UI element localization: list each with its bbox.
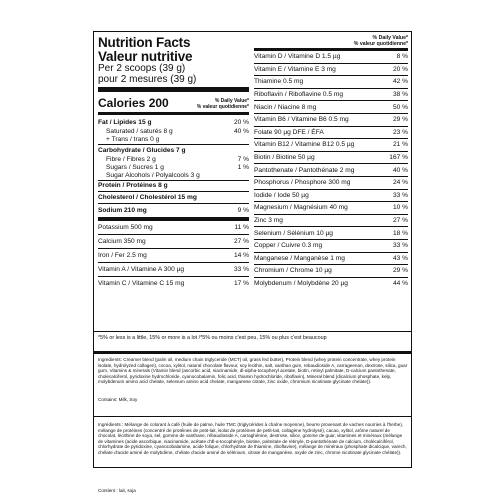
nutrient-dv: 27 % xyxy=(233,237,249,245)
nutrient-dv: 9 % xyxy=(237,206,249,214)
vitamin-row xyxy=(254,76,408,89)
dv-label-fr: % valeur quotidienne* xyxy=(196,103,249,110)
nutrient-row xyxy=(98,156,249,164)
nutrition-facts-panel xyxy=(93,31,412,493)
vitamin-row xyxy=(254,89,408,102)
nutrient-label: Vitamin C / Vitamine C 15 mg xyxy=(98,279,185,287)
vitamin-dv: 40 % xyxy=(392,166,408,174)
vitamin-dv: 8 % xyxy=(396,53,408,61)
vitamin-row xyxy=(254,127,408,140)
vitamin-label: Copper / Cuivre 0.3 mg xyxy=(254,242,323,250)
vitamin-dv: 33 % xyxy=(392,191,408,199)
vitamin-dv: 27 % xyxy=(392,217,408,225)
nutrient-label: Cholesterol / Cholestérol 15 mg xyxy=(98,193,197,201)
calories-label: Calories 200 xyxy=(98,96,169,110)
nutrient-row xyxy=(98,217,249,234)
nutrient-label: Iron / Fer 2.5 mg xyxy=(98,251,147,259)
vitamin-row xyxy=(254,240,408,253)
nutrient-label: Calcium 350 mg xyxy=(98,237,146,245)
nutrient-dv: 17 % xyxy=(233,279,249,287)
vitamin-dv: 10 % xyxy=(392,204,408,212)
nutrient-row xyxy=(98,128,249,136)
dv-label-en: % Daily Value* xyxy=(372,35,408,41)
left-nutrient-rows xyxy=(98,117,249,290)
vitamin-label: Niacin / Niacine 8 mg xyxy=(254,103,317,111)
vitamin-dv: 38 % xyxy=(392,91,408,99)
vitamin-dv: 21 % xyxy=(392,141,408,149)
vitamin-label: Manganese / Manganèse 1 mg xyxy=(254,254,345,262)
dv-label-en: % Daily Value* xyxy=(214,98,249,104)
vitamin-dv: 167 % xyxy=(389,154,408,162)
nutrient-dv: 11 % xyxy=(234,223,249,231)
title-en: Nutrition Facts xyxy=(98,35,191,50)
vitamin-label: Vitamin E / Vitamine E 3 mg xyxy=(254,65,336,73)
dv-header xyxy=(197,99,249,110)
serving-fr: pour 2 mesures (39 g) xyxy=(98,73,197,85)
vitamin-label: Chromium / Chrome 10 µg xyxy=(254,267,332,275)
vitamin-dv: 18 % xyxy=(392,229,408,237)
nutrient-label: Carbohydrate / Glucides 7 g xyxy=(98,146,186,154)
nutrient-dv: 40 % xyxy=(233,128,249,135)
vitamin-dv: 29 % xyxy=(392,267,408,275)
vitamin-dv: 23 % xyxy=(392,128,408,136)
vitamin-row xyxy=(254,101,408,114)
vitamin-dv: 33 % xyxy=(392,242,408,250)
vitamin-dv: 42 % xyxy=(392,78,408,86)
nutrient-label: Sodium 210 mg xyxy=(98,206,147,214)
vitamin-label: Vitamin B6 / Vitamine B6 0.5 mg xyxy=(254,116,349,124)
vitamin-dv: 29 % xyxy=(392,116,408,124)
vitamin-label: Vitamin B12 / Vitamine B12 0.5 µg xyxy=(254,141,355,149)
nutrient-label: Fibre / Fibres 2 g xyxy=(106,156,156,163)
right-nutrient-rows xyxy=(254,51,408,289)
vitamin-row xyxy=(254,253,408,266)
nutrient-dv: 14 % xyxy=(233,251,249,259)
vitamin-row xyxy=(254,114,408,127)
footnote: *5% or less is a little, 15% or more is a lot /*5% ou moins c'est peu, 15% ou plus c'est beaucoup xyxy=(98,335,327,341)
contains-en: Contains: Milk, Soy xyxy=(98,397,138,402)
nutrient-row xyxy=(98,262,249,276)
dv-header-right xyxy=(254,36,408,51)
vitamin-row xyxy=(254,64,408,77)
nutrient-dv: 20 % xyxy=(233,118,249,126)
nutrient-row xyxy=(98,276,249,290)
vitamin-label: Riboflavin / Riboflavine 0.5 mg xyxy=(254,91,344,99)
footnote-divider xyxy=(94,331,411,332)
nutrient-label: Sugar Alcohols / Polyalcools 3 g xyxy=(106,172,200,179)
title-fr: Valeur nutritive xyxy=(98,49,193,64)
vitamin-row xyxy=(254,278,408,290)
serving-en: Per 2 scoops (39 g) xyxy=(98,63,186,74)
nutrient-row xyxy=(98,117,249,128)
vitamin-dv: 43 % xyxy=(392,254,408,262)
nutrient-label: Fat / Lipides 15 g xyxy=(98,118,152,126)
nutrient-row xyxy=(98,180,249,191)
nutrient-row xyxy=(98,248,249,262)
vitamin-row xyxy=(254,265,408,278)
left-column xyxy=(98,36,249,290)
nutrient-label: Potassium 500 mg xyxy=(98,223,153,231)
nutrient-label: Protein / Protéines 8 g xyxy=(98,182,168,189)
ingredients-en: Ingredients: Creamer blend (palm oil, medium chain triglyceride (MCT) oil, grass fed butter), Protein blend (whey protein concentrate, whey protein isolate, hydrolyzed collagen), cocoa, xylitol, natural chocolate flavour, soy lecithin, salt, xanthan gum, rebaudioside A, carrageenan, dextrose, silica, guar gum, Vitamins & minerals (Vitamin blend (ascorbic acid, niacinamide, dl-alpha-tocopheryl acetate, biotin, retinyl palmitate, D-calcium pantothenate, cholecalciferol, pyridoxine hydrochloride, cyanocobalamin, folic acid, thiamin hydrochloride, riboflavin), Mineral blend (dicalcium phosphate, kelp, molybdenum amino acid chelate, selenium amino acid chelate, manganese citrate, zinc oxide, chromium nicotinate glycinate chelate)). xyxy=(98,357,408,385)
vitamin-label: Vitamin D / Vitamine D 1.5 µg xyxy=(254,53,341,61)
vitamin-label: Zinc 3 mg xyxy=(254,217,283,225)
nutrient-row xyxy=(98,136,249,144)
vitamin-dv: 24 % xyxy=(392,179,408,187)
vitamin-dv: 20 % xyxy=(392,65,408,73)
nutrient-label: Vitamin A / Vitamine A 300 µg xyxy=(98,265,185,273)
right-column xyxy=(254,36,408,289)
vitamin-row xyxy=(254,202,408,215)
calories-row xyxy=(98,94,249,110)
vitamin-dv: 50 % xyxy=(392,103,408,111)
thick-divider xyxy=(98,112,249,115)
nutrient-row xyxy=(98,164,249,172)
nutrient-dv: 7 % xyxy=(237,156,249,163)
nutrient-dv: 1 % xyxy=(237,164,249,171)
vitamin-label: Pantothenate / Pantothénate 2 mg xyxy=(254,166,355,174)
vitamin-label: Folate 90 µg DFE / ÉFA xyxy=(254,128,324,136)
nutrient-row xyxy=(98,144,249,156)
nutrient-dv: 33 % xyxy=(233,265,249,273)
ingredients-fr: Ingrédients : Mélange de colorant à café (huile de palme, huile TMC (triglycérides à chaîne moyenne), beurre provenant de vaches nourries à l'herbe), mélange de protéines (concentré de protéines de petit-lait, isolat de protéines de petit-lait, collagène hydrolysé), cacao, xylitol, arôme naturel de chocolat, lécithine de soya, sel, gomme de xanthane, rébaudioside A, carraghénine, dextrose, silice, gomme de guar, vitamines et minéraux (mélange de vitamines (acide ascorbique, niacinamide, acétate d'dl-α-tocophéryle, biotine, palmitate de rétinyle, D-pantothénate de calcium, cholécalciférol, chlorhydrate de pyridoxine, cyanocobalamine, acide folique, chlorhydrate de thiamine, riboflavine), mélange de minéraux (phosphate dicalcique, varech, chélate d'acide aminé de molybdène, chélate d'acide aminé de sélénium, citrate de manganèse, oxyde de zinc, chrome nicotinate glycinate chélate)). xyxy=(98,422,407,455)
vitamin-label: Molybdenum / Molybdène 20 µg xyxy=(254,279,348,287)
vitamin-row xyxy=(254,164,408,177)
thick-divider xyxy=(98,87,249,92)
vitamin-dv: 44 % xyxy=(392,279,408,287)
vitamin-row xyxy=(254,177,408,190)
nutrient-row xyxy=(98,203,249,217)
vitamin-row xyxy=(254,139,408,152)
vitamin-label: Iodide / Iode 50 µg xyxy=(254,191,309,199)
vitamin-label: Magnesium / Magnésium 40 mg xyxy=(254,204,348,212)
dv-label-fr: % valeur quotidienne* xyxy=(353,40,408,47)
vitamin-row xyxy=(254,227,408,240)
vitamin-label: Thiamine 0.5 mg xyxy=(254,78,304,86)
nutrient-label: Sugars / Sucres 1 g xyxy=(106,164,164,171)
vitamin-label: Biotin / Biotine 50 µg xyxy=(254,154,315,162)
vitamin-label: Selenium / Sélénium 10 µg xyxy=(254,229,333,237)
nutrient-label: Saturated / saturés 8 g xyxy=(106,128,173,135)
nutrient-row xyxy=(98,191,249,203)
vitamin-label: Phosphorus / Phosphore 300 mg xyxy=(254,179,351,187)
nutrient-row xyxy=(98,172,249,180)
vitamin-row xyxy=(254,152,408,165)
nutrient-row xyxy=(98,234,249,248)
thick-divider xyxy=(94,351,411,354)
contains-fr: Contient : lait, soja xyxy=(98,488,136,493)
vitamin-row xyxy=(254,215,408,228)
language-divider xyxy=(94,416,411,417)
nutrient-label: + Trans / trans 0 g xyxy=(106,136,160,143)
vitamin-row xyxy=(254,190,408,203)
vitamin-row xyxy=(254,51,408,64)
